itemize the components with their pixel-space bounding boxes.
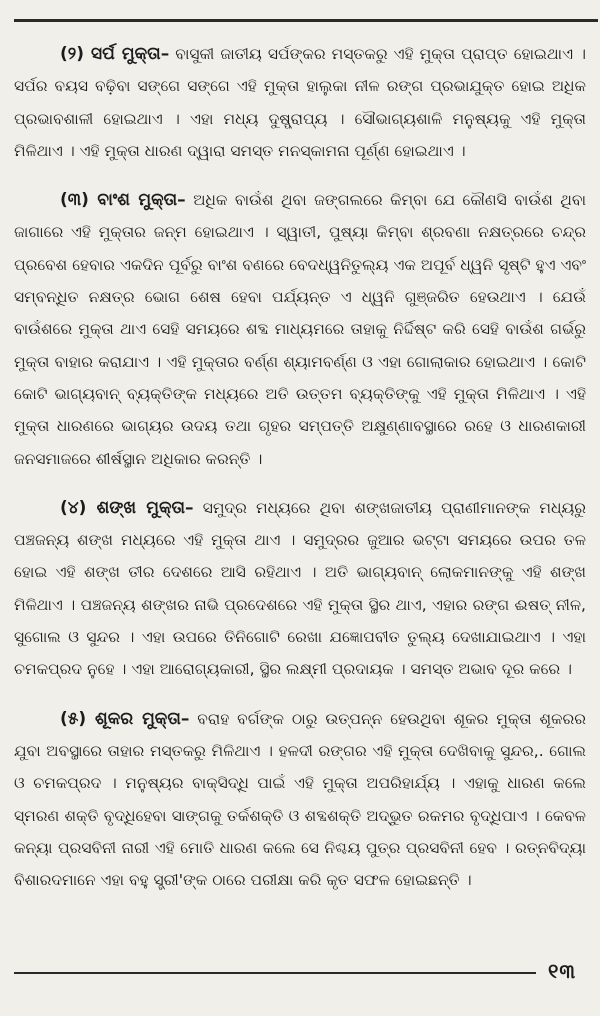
section-heading: (୪) ଶଙ୍ଖ ମୁକ୍ତା– [60, 497, 194, 518]
section-text: ବରାହ ବର୍ଗଙ୍କ ଠାରୁ ଉତ୍ପନ୍ନ ହେଉଥିବା ଶୂକର ମୁକ୍ତା ଶୂକରର ଯୁବା ଅବସ୍ଥାରେ ତାହାର ମସ୍ତକରୁ ମିଳିଥାଏ । ହଳଦୀ ରଙ୍ଗର ଏହି ମୁକ୍ତା ଦେଖିବାକୁ ସୁନ୍ଦର,. ଗୋଲ ଓ ଚମକପ୍ରଦ । ମନୁଷ୍ୟର ବାକ୍‌ସିଦ୍ଧି ପାଇଁ ଏହି ମୁକ୍ତା ଅପରିହାର୍ଯ୍ୟ । ଏହାକୁ ଧାରଣ କଲେ ସ୍ମରଣ ଶକ୍ତି ବୃଦ୍ଧିହେବା ସାଙ୍ଗକୁ ତର୍କଶକ୍ତି ଓ ଶବ୍ଦଶକ୍ତି ଅଦ୍ଭୁତ ରକମର ବୃଦ୍ଧିପାଏ । କେବଳ କନ୍ୟା ପ୍ରସବିନୀ ନାରୀ ଏହି ମୋତି ଧାରଣ କଲେ ସେ ନିଶ୍ଚୟ ପୁତ୍ର ପ୍ରସବିନୀ ହେବ । ରତ୍ନବିଦ୍ୟା ବିଶାରଦମାନେ ଏହା ବହୁ ସ୍ତ୍ରୀ'ଙ୍କ ଠାରେ ପରୀକ୍ଷା କରି କୃତ ସଫଳ ହୋଇଛନ୍ତି । [14, 709, 587, 890]
top-rule [14, 19, 598, 22]
section-shankha-mukta [14, 492, 586, 686]
page-body [14, 38, 586, 913]
page-number: ୧୩ [548, 959, 577, 983]
bottom-rule [14, 972, 536, 974]
section-text: ବାସୁକୀ ଜାତୀୟ ସର୍ପଙ୍କର ମସ୍ତକରୁ ଏହି ମୁକ୍ତା ପ୍ରାପ୍ତ ହୋଇଥାଏ । ସର୍ପର ବୟସ ବଢ଼ିବା ସଙ୍ଗେ ସଙ୍ଗେ ଏହି ମୁକ୍ତା ହାଲୁକା ନୀଳ ରଙ୍ଗ ପ୍ରଭାଯୁକ୍ତ ହୋଇ ଅଧିକ ପ୍ରଭାବଶାଳୀ ହୋଇଥାଏ । ଏହା ମଧ୍ୟ ଦୁଷ୍ପ୍ରାପ୍ୟ । ସୌଭାଗ୍ୟଶାଳି ମନୁଷ୍ୟକୁ ଏହି ମୁକ୍ତା ମିଳିଥାଏ । ଏହି ମୁକ୍ତା ଧାରଣ ଦ୍ୱାରା ସମସ୍ତ ମନସ୍କାମନା ପୂର୍ଣ୍ଣ ହୋଇଥାଏ । [14, 45, 586, 160]
section-heading: (୫) ଶୂକର ମୁକ୍ତା– [60, 708, 190, 729]
section-heading: (୨) ସର୍ପ ମୁକ୍ତା– [60, 44, 170, 64]
section-text: ଅଧିକ ବାଉଁଶ ଥିବା ଜଙ୍ଗଲରେ କିମ୍ବା ଯେ କୌଣସି ବାଉଁଶ ଥିବା ଜାଗାରେ ଏହି ମୁକ୍ତାର ଜନ୍ମ ହୋଇଥାଏ । ସ୍ୱାତୀ, ପୁଷ୍ୟା କିମ୍ବା ଶ୍ରବଣା ନକ୍ଷତ୍ରରେ ଚନ୍ଦ୍ର ପ୍ରବେଶ ହେବାର ଏକଦିନ ପୂର୍ବରୁ ବାଂଶ ବଣରେ ବେଦଧ୍ୱନିତୁଲ୍ୟ ଏକ ଅପୂର୍ବ ଧ୍ୱନି ସୃଷ୍ଟି ହୁଏ ଏବଂ ସମ୍ବନ୍ଧିତ ନକ୍ଷତ୍ର ଭୋଗ ଶେଷ ହେବା ପର୍ଯ୍ୟନ୍ତ ଏ ଧ୍ୱନି ଗୁଞ୍ଜରିତ ହେଉଥାଏ । ଯେଉଁ ବାଉଁଶରେ ମୁକ୍ତା ଥାଏ ସେହି ସମୟରେ ଶବ୍ଦ ମାଧ୍ୟମରେ ତାହାକୁ ନିର୍ଦ୍ଦିଷ୍ଟ କରି ସେହି ବାଉଁଶ ଗର୍ଭରୁ ମୁକ୍ତା ବାହାର କରାଯାଏ । ଏହି ମୁକ୍ତାର ବର୍ଣ୍ଣ ଶ୍ୟାମବର୍ଣ୍ଣ ଓ ଏହା ଗୋଲାକାର ହୋଇଥାଏ । କୋଟି କୋଟି ଭାଗ୍ୟବାନ୍ ବ୍ୟକ୍ତିଙ୍କ ମଧ୍ୟରେ ଅତି ଉତ୍ତମ ବ୍ୟକ୍ତିଙ୍କୁ ଏହି ମୁକ୍ତା ମିଳିଥାଏ । ଏହି ମୁକ୍ତା ଧାରଣରେ ଭାଗ୍ୟର ଉଦୟ ତଥା ଗୃହର ସମ୍ପତ୍ତି ଅକ୍ଷୁଣ୍ଣାବସ୍ଥାରେ ରହେ ଓ ଧାରଣକାରୀ ଜନସମାଜରେ ଶୀର୍ଷସ୍ଥାନ ଅଧିକାର କରନ୍ତି । [14, 191, 586, 468]
section-text: ସମୁଦ୍ର ମଧ୍ୟରେ ଥିବା ଶଙ୍ଖଜାତୀୟ ପ୍ରାଣୀମାନଙ୍କ ମଧ୍ୟରୁ ପଞ୍ଚଜନ୍ୟ ଶଙ୍ଖ ମଧ୍ୟରେ ଏହି ମୁକ୍ତା ଥାଏ । ସମୁଦ୍ରର ଜୁଆର ଭଟ୍ଟା ସମୟରେ ଉପର ତଳ ହୋଇ ଏହି ଶଙ୍ଖ ତୀର ଦେଶରେ ଆସି ରହିଥାଏ । ଅତି ଭାଗ୍ୟବାନ୍ ଲୋକମାନଙ୍କୁ ଏହି ଶଙ୍ଖ ମିଳିଥାଏ । ପଞ୍ଚଜନ୍ୟ ଶଙ୍ଖର ନାଭି ପ୍ରଦେଶରେ ଏହି ମୁକ୍ତା ସ୍ଥିର ଥାଏ, ଏହାର ରଙ୍ଗ ଈଷତ୍ ନୀଳ, ସୁଗୋଲ ଓ ସୁନ୍ଦର । ଏହା ଉପରେ ତିନିଗୋଟି ରେଖା ଯଜ୍ଞୋପବୀତ ତୁଲ୍ୟ ଦେଖାଯାଇଥାଏ । ଏହା ଚମକପ୍ରଦ ନୁହେ । ଏହା ଆରୋଗ୍ୟକାରୀ, ସ୍ଥିର ଲକ୍ଷ୍ମୀ ପ୍ରଦାୟକ । ସମସ୍ତ ଅଭାବ ଦୂର କରେ । [14, 498, 586, 679]
section-sarpa-mukta [14, 38, 586, 167]
section-heading: (୩) ବାଂଶ ମୁକ୍ତା– [60, 190, 186, 211]
section-shukara-mukta [14, 703, 586, 897]
section-bansha-mukta [14, 184, 586, 475]
